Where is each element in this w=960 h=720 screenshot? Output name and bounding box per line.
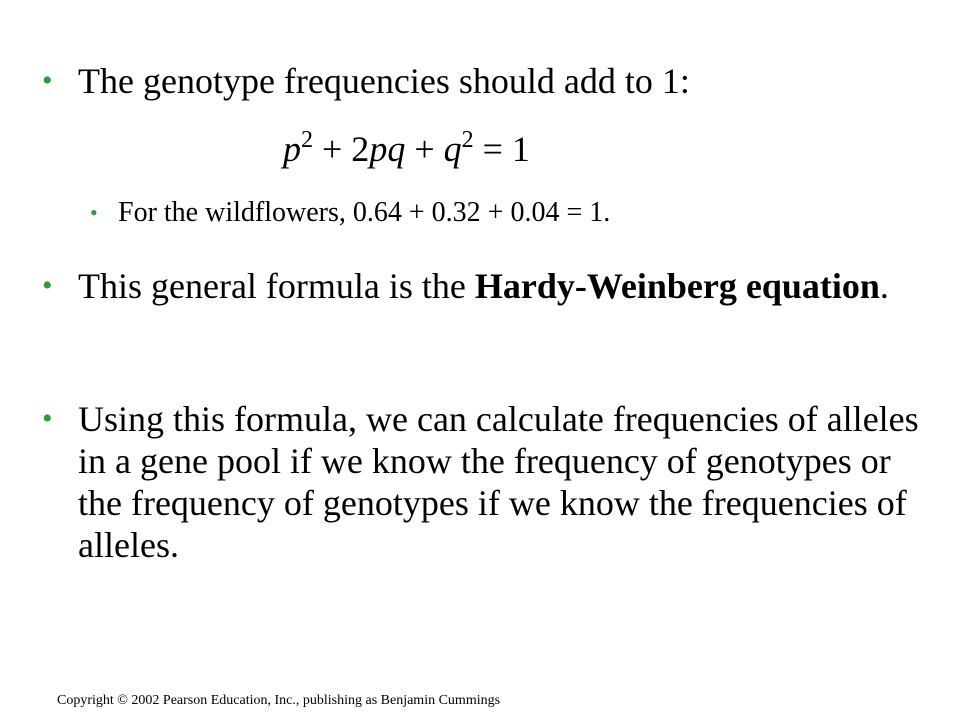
bullet-icon: • <box>42 269 53 302</box>
eq-rest: = 1 <box>473 129 530 169</box>
bullet-text-after: . <box>879 266 889 306</box>
bullet-text: Using this formula, we can calculate frequencies of alleles in a gene pool if we know the frequency of genotypes or the frequency of genotypes if we know the frequencies of alleles. <box>78 399 919 565</box>
bullet-item-genotype-frequencies <box>42 60 922 102</box>
bullet-text-before: This general formula is the <box>78 266 475 306</box>
bullet-text <box>78 265 889 307</box>
copyright-footer: Copyright © 2002 Pearson Education, Inc., publishing as Benjamin Cummings <box>57 693 501 708</box>
eq-q-exponent: 2 <box>461 127 474 153</box>
bullet-text: The genotype frequencies should add to 1: <box>78 61 690 101</box>
sub-bullet-text: For the wildflowers, 0.64 + 0.32 + 0.04 = 1. <box>118 197 611 228</box>
bullet-term-bold: Hardy-Weinberg equation <box>474 266 880 306</box>
eq-p: p <box>283 129 301 169</box>
sub-bullet-item-wildflowers <box>90 196 930 230</box>
eq-p-exponent: 2 <box>301 127 313 153</box>
bullet-item-general-formula <box>42 265 922 307</box>
hardy-weinberg-equation <box>283 128 530 170</box>
eq-q: q <box>443 129 462 169</box>
bullet-icon: • <box>42 64 53 97</box>
sub-bullet-icon: • <box>90 200 98 225</box>
eq-pq: pq <box>369 129 406 169</box>
eq-plus: + <box>405 129 444 169</box>
bullet-icon: • <box>42 402 53 435</box>
bullet-item-using-formula <box>42 398 922 566</box>
eq-middle: + 2 <box>313 129 370 169</box>
